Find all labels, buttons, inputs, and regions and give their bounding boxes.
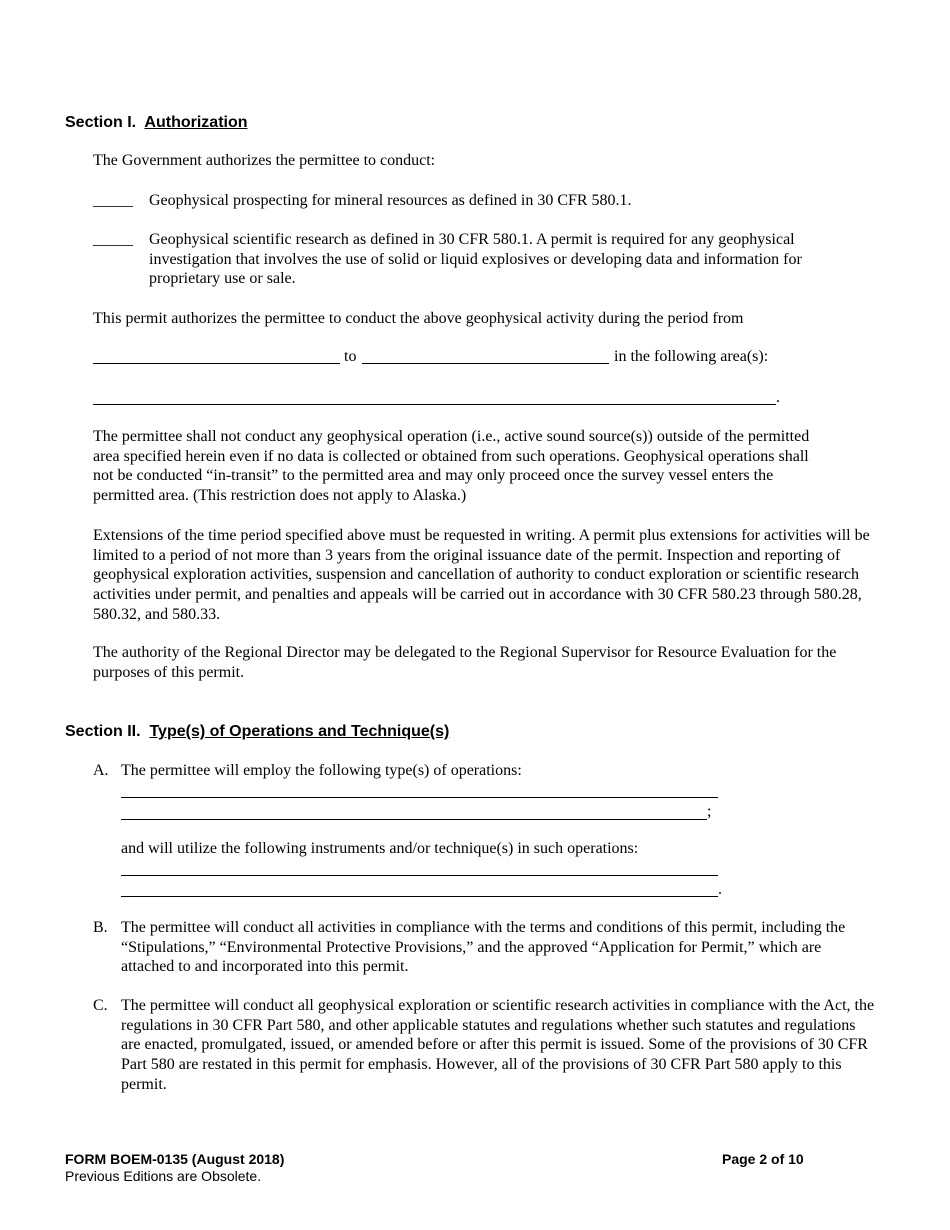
- item-c-letter: C.: [93, 997, 108, 1014]
- item-b-text: The permittee will conduct all activities in compliance with the terms and conditions of this permit, including the “Stipulations,” “Environmental Protective Provisions,” and the approved “Application for Permit,” which are attached to and incorporated into this permit.: [121, 919, 846, 976]
- authority-paragraph: The authority of the Regional Director may be delegated to the Regional Supervisor for Resource Evaluation for the purposes of this permit.: [93, 644, 837, 681]
- section-1-title: Authorization: [144, 114, 248, 131]
- authorization-intro: The Government authorizes the permittee to conduct:: [93, 152, 436, 169]
- period-start-field[interactable]: [93, 363, 340, 364]
- obsolete-notice: Previous Editions are Obsolete.: [65, 1168, 262, 1184]
- restriction-paragraph: The permittee shall not conduct any geophysical operation (i.e., active sound source(s)) outside of the permitted area specified herein even if no data is collected or obtained from such operations. Geophysical operations shall not be conducted “in-transit” to the permitted area and may only proceed once the survey vessel enters the permitted area. (This restriction does not apply to Alaska.): [93, 428, 810, 505]
- item-b-letter: B.: [93, 919, 108, 936]
- instruments-field-2[interactable]: [121, 896, 718, 897]
- area-field-end: .: [776, 389, 780, 406]
- item-a-text: The permittee will employ the following type(s) of operations:: [121, 762, 522, 779]
- section-1-label: Section I.: [65, 114, 137, 131]
- area-field[interactable]: [93, 404, 776, 405]
- instruments-field-1[interactable]: [121, 875, 718, 876]
- period-text: This permit authorizes the permittee to conduct the above geophysical activity during the period from: [93, 310, 744, 327]
- option-1-text: Geophysical prospecting for mineral resources as defined in 30 CFR 580.1.: [149, 192, 632, 209]
- operations-field-2[interactable]: [121, 819, 707, 820]
- extensions-paragraph: Extensions of the time period specified above must be requested in writing. A permit plus extensions for activities will be limited to a period of not more than 3 years from the original issuance date of the permit. Inspection and reporting of geophysical exploration activities, suspension and cancellation of authority to conduct exploration or scientific research activities under permit, and penalties and appeals will be carried out in accordance with 30 CFR 580.23 through 580.28, 580.32, and 580.33.: [93, 527, 870, 623]
- item-a-letter: A.: [93, 762, 109, 779]
- section-2-label: Section II.: [65, 723, 141, 740]
- instruments-text: and will utilize the following instruments and/or technique(s) in such operations:: [121, 840, 639, 857]
- area-label: in the following area(s):: [614, 348, 769, 365]
- instruments-field-end: .: [718, 881, 722, 898]
- form-number: FORM BOEM-0135 (August 2018): [65, 1151, 285, 1167]
- option-2-blank[interactable]: _____: [93, 231, 133, 248]
- option-2-text: Geophysical scientific research as defined in 30 CFR 580.1. A permit is required for any geophysical investigation that involves the use of solid or liquid explosives or developing data and information for proprietary use or sale.: [149, 231, 802, 288]
- page-number: Page 2 of 10: [722, 1151, 804, 1167]
- item-c-text: The permittee will conduct all geophysical exploration or scientific research activities in compliance with the Act, the regulations in 30 CFR Part 580, and other applicable statutes and regulations whether such statutes and regulations are enacted, promulgated, issued, or amended before or after this permit is issued. Some of the provisions of 30 CFR Part 580 are restated in this permit for emphasis. However, all of the provisions of 30 CFR Part 580 apply to this permit.: [121, 997, 875, 1093]
- operations-field-1[interactable]: [121, 797, 718, 798]
- section-2-heading: [65, 722, 449, 741]
- operations-field-end: ;: [707, 803, 712, 820]
- to-label: to: [344, 348, 357, 365]
- section-1-heading: [65, 113, 248, 132]
- option-1-blank[interactable]: _____: [93, 192, 133, 209]
- period-end-field[interactable]: [362, 363, 609, 364]
- section-2-title: Type(s) of Operations and Technique(s): [149, 723, 450, 740]
